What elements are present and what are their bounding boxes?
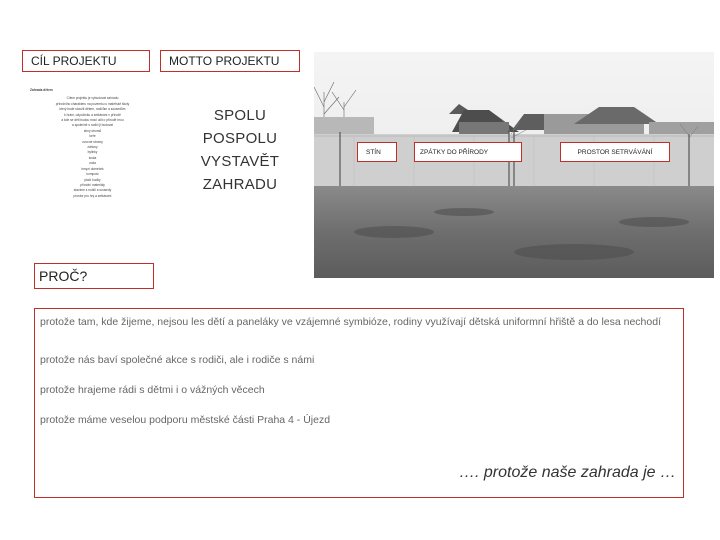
goal-line: přírodní materiály [80,182,105,187]
motto-title-box [160,50,300,72]
motto-line: VYSTAVĚT [200,153,280,170]
tag-shade [357,142,397,162]
motto-line: SPOLU [213,107,267,124]
motto-line: ZAHRADU [202,176,278,193]
goal-line: voda [89,161,96,166]
why-title: PROČ? [39,268,88,284]
goal-line: ovocné stromy [82,139,103,144]
goal-line: stavíme s rodiči a sousedy [73,188,112,193]
reason-item: protože nás baví společné akce s rodiči, ale i rodiče s námi [40,354,315,366]
garden-photo-image [314,52,714,278]
goal-line: ptačí budky [84,177,101,182]
goal-description [30,88,155,199]
motto-text [190,104,290,196]
goal-line: louka [88,155,97,160]
goal-line: a společně s rodiči ji budovat [72,123,113,128]
goal-line: který bude sloužit dětem, rodičům a sousedům [59,107,126,112]
motto-title: MOTTO PROJEKTU [169,54,280,68]
goal-line: přírodního charakteru na pozemku u mateřské školy [55,101,130,106]
garden-photo [314,52,714,278]
goal-line: k hrám, odpočinku a setkávání v přírodě [64,112,121,117]
tag-shade-label: STÍN [366,148,381,156]
goal-title-box [22,50,150,72]
goal-line: kompost [86,172,99,177]
goal-line: keře [89,134,96,139]
why-title-box [34,263,154,289]
goal-line: a kde se děti budou moci učit o přírodě hrou [61,118,124,123]
goal-line: Cílem projektu je vybudovat zahradu [66,96,119,101]
tag-back-to-nature [414,142,522,162]
goal-line: bylinky [87,150,98,155]
goal-line: prostor pro hry a setkávání [73,193,112,198]
goal-line: záhony [87,145,98,150]
goal-heading: Zahrada dětem [30,88,53,92]
reason-item: protože tam, kde žijeme, nejsou les dětí a paneláky ve vzájemné symbióze, rodiny využívají dětská uniformní hřiště a do lesa nechodí [40,316,661,328]
closing-statement: …. protože naše zahrada je … [458,464,676,481]
goal-line: stíny stromů [83,128,102,133]
tag-space-to-stay-label: PROSTOR SETRVÁVÁNÍ [577,148,653,156]
goal-line: hmyzí domeček [81,166,104,171]
reason-item: protože hrajeme rádi s dětmi i o vážných věcech [40,384,265,396]
reason-item: protože máme veselou podporu městské části Praha 4 - Újezd [40,414,331,426]
goal-title: CÍL PROJEKTU [31,54,117,68]
motto-line: POSPOLU [202,130,278,147]
tag-space-to-stay [560,142,670,162]
tag-back-to-nature-label: ZPÁTKY DO PŘÍRODY [420,148,489,156]
